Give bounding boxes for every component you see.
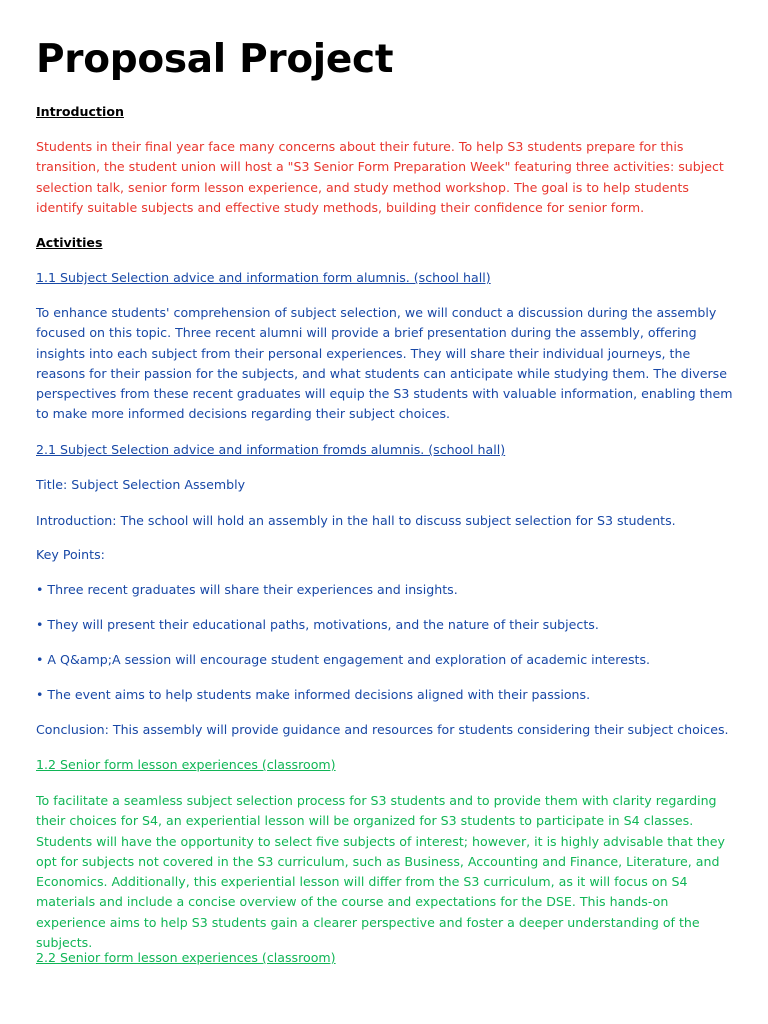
assembly-conclusion-line: Conclusion: This assembly will provide guidance and resources for students considering their subject choices.: [36, 722, 729, 737]
introduction-heading: Introduction: [36, 104, 124, 119]
key-point-bullet: • They will present their educational paths, motivations, and the nature of their subjects.: [36, 617, 599, 632]
assembly-introduction-line: Introduction: The school will hold an assembly in the hall to discuss subject selection for S3 students.: [36, 513, 676, 528]
section-2-2-link[interactable]: 2.2 Senior form lesson experiences (classroom): [36, 950, 336, 965]
section-1-1-paragraph: To enhance students' comprehension of subject selection, we will conduct a discussion during the assembly focused on this topic. Three recent alumni will provide a brief presentation during the assembly, offering insights into each subject from their personal experiences. They will share their individual journeys, the reasons for their passion for the subjects, and what students can anticipate while studying them. The diverse perspectives from these recent graduates will equip the S3 students with valuable information, enabling them to make more informed decisions regarding their subject choices.: [36, 305, 733, 422]
section-1-2-paragraph: To facilitate a seamless subject selection process for S3 students and to provide them with clarity regarding their choices for S4, an experiential lesson will be organized for S3 students to participate in S4 classes. Students will have the opportunity to select five subjects of interest; however, it is highly advisable that they opt for subjects not covered in the S3 curriculum, such as Business, Accounting and Finance, Literature, and Economics. Additionally, this experiential lesson will differ from the S3 curriculum, as it will focus on S4 materials and include a concise overview of the course and expectations for the DSE. This hands-on experience aims to help S3 students gain a clearer perspective and foster a deeper understanding of the subjects.: [36, 793, 725, 951]
page-title: Proposal Project: [36, 37, 394, 82]
section-2-1-link[interactable]: 2.1 Subject Selection advice and information fromds alumnis. (school hall): [36, 442, 506, 457]
section-1-1-link[interactable]: 1.1 Subject Selection advice and information form alumnis. (school hall): [36, 270, 491, 285]
assembly-title-line: Title: Subject Selection Assembly: [36, 477, 246, 492]
key-point-bullet: • Three recent graduates will share their experiences and insights.: [36, 582, 458, 597]
introduction-paragraph: Students in their final year face many concerns about their future. To help S3 students prepare for this transition, the student union will host a "S3 Senior Form Preparation Week" featuring three activities: subject selection talk, senior form lesson experience, and study method workshop. The goal is to help students identify suitable subjects and effective study methods, building their confidence for senior form.: [36, 139, 724, 215]
key-point-bullet: • The event aims to help students make informed decisions aligned with their passions.: [36, 687, 591, 702]
key-points-label: Key Points:: [36, 547, 105, 562]
activities-heading: Activities: [36, 235, 103, 250]
section-1-2-link[interactable]: 1.2 Senior form lesson experiences (classroom): [36, 757, 336, 772]
key-point-bullet: • A Q&amp;A session will encourage student engagement and exploration of academic interests.: [36, 652, 651, 667]
